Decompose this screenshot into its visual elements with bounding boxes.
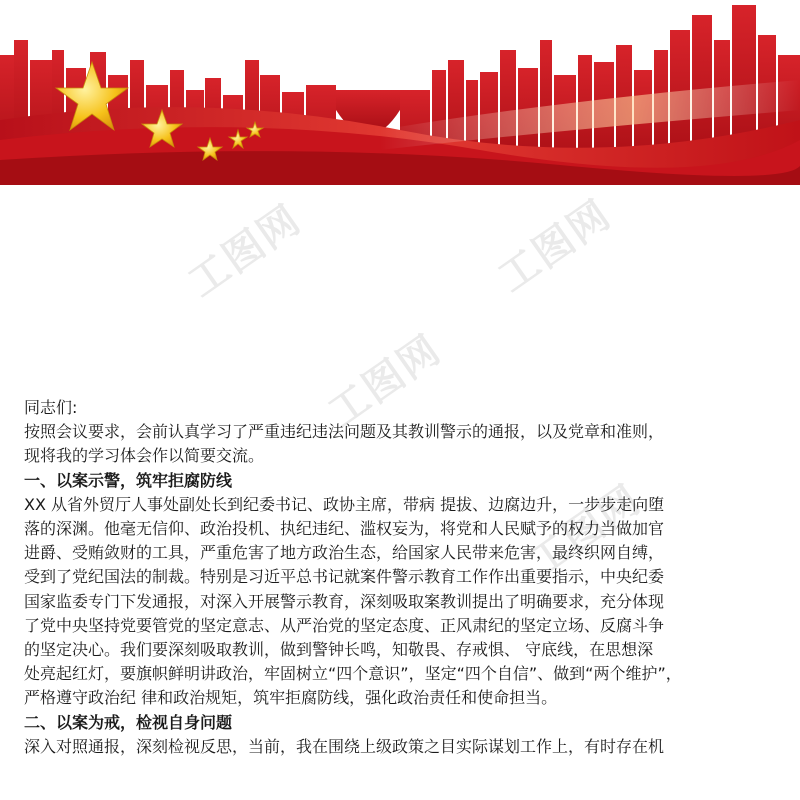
paragraph-line: 的坚定决心。我们要深刻吸取教训，做到警钟长鸣，知敬畏、存戒惧、 守底线，在思想深 <box>24 640 654 660</box>
header-banner <box>0 0 800 190</box>
paragraph-line: 落的深渊。他毫无信仰、政治投机、执纪违纪、滥权妄为，将党和人民赋予的权力当做加官 <box>24 519 665 539</box>
paragraph-line: 了党中央坚持党要管党的坚定意志、从严治党的坚定态度、正风肃纪的坚定立场、反腐斗争 <box>24 615 665 635</box>
watermark-text: 工图网 <box>490 191 620 302</box>
intro-line: 按照会议要求，会前认真学习了严重违纪违法问题及其教训警示的通报，以及党章和准则， <box>24 422 665 442</box>
watermark-text: 工图网 <box>180 196 310 307</box>
paragraph-line: 处亮起红灯，要旗帜鲜明讲政治，牢固树立“四个意识”，坚定“四个自信”、做到“两个维护”， <box>24 664 682 684</box>
watermark-text: 工图网 <box>320 326 450 437</box>
paragraph-line: 受到了党纪国法的制裁。特别是习近平总书记就案件警示教育工作作出重要指示，中央纪委 <box>24 567 665 587</box>
document-body <box>24 396 784 759</box>
section-heading: 二、以案为戒，检视自身问题 <box>24 712 233 732</box>
paragraph-line: 深入对照通报，深刻检视反思，当前，我在围绕上级政策之目实际谋划工作上，有时存在机 <box>24 736 665 756</box>
paragraph-line: 国家监委专门下发通报，对深入开展警示教育，深刻吸取案教训提出了明确要求，充分体现 <box>24 591 665 611</box>
intro-line: 现将我的学习体会作以简要交流。 <box>24 446 265 466</box>
watermark-text: 工图网 <box>520 476 650 587</box>
paragraph-line: 进爵、受贿敛财的工具，严重危害了地方政治生态，给国家人民带来危害，最终织网自缚， <box>24 543 665 563</box>
section-heading: 一、以案示警，筑牢拒腐防线 <box>24 470 233 490</box>
paragraph-line: XX 从省外贸厅人事处副处长到纪委书记、政协主席，带病 提拔、边腐边升，一步步走向堕 <box>24 494 665 514</box>
paragraph-line: 严格遵守政治纪 律和政治规矩，筑牢拒腐防线，强化政治责任和使命担当。 <box>24 688 558 708</box>
greeting: 同志们: <box>24 398 78 417</box>
